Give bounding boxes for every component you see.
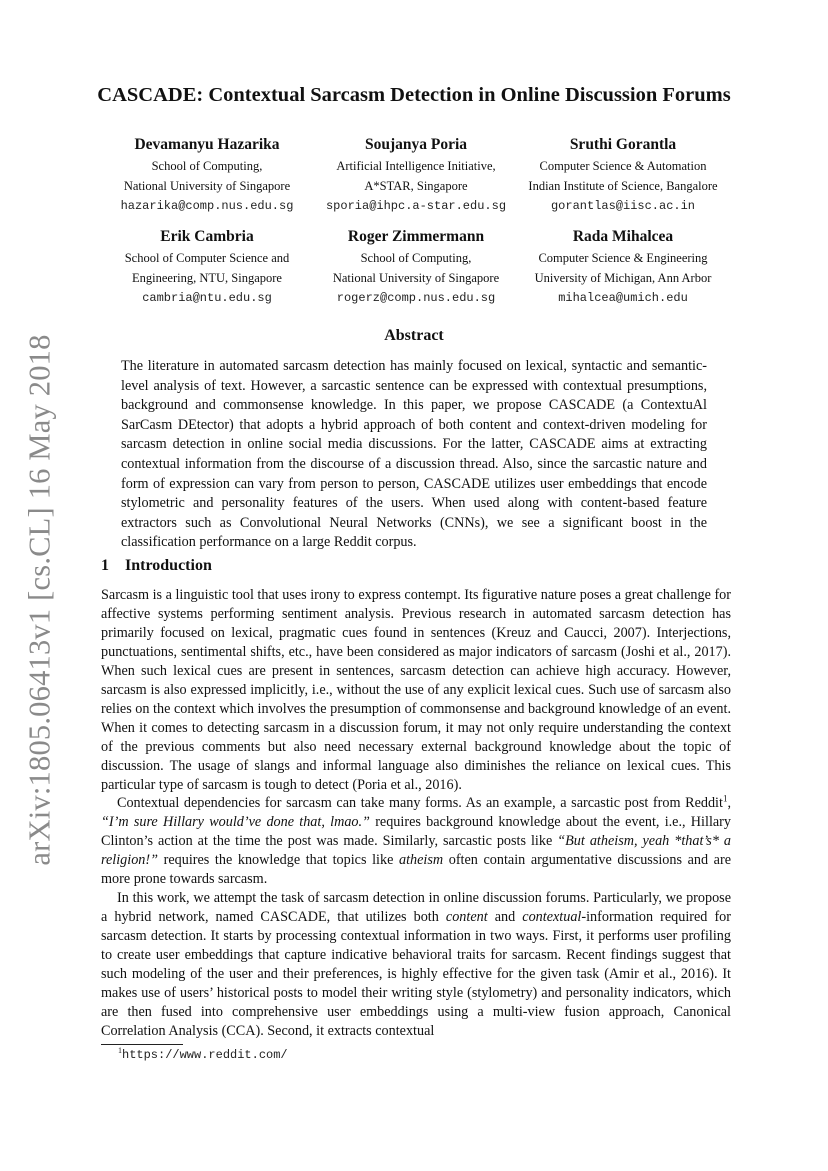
author-block [92, 134, 322, 216]
example-quote: “I’m sure Hillary would’ve done that, lmao.” [101, 814, 370, 831]
author-name: Devamanyu Hazarika [134, 136, 280, 153]
author-email: sporia@ihpc.a-star.edu.sg [325, 199, 507, 213]
author-block [92, 226, 322, 308]
author-affiliation: University of Michigan, Ann Arbor [534, 271, 712, 285]
footnote-number: 1 [118, 1046, 122, 1055]
abstract-text: The literature in automated sarcasm detection has mainly focused on lexical, syntactic and semantic-level analysis of text. However, a sarcastic sentence can be expressed with contextual presumptions, background and commonsense knowledge. In this paper, we propose CASCADE (a ContextuAl SarCasm DEtector) that adopts a hybrid approach of both content and context-driven modeling for sarcasm detection in online social media discussions. For the latter, CASCADE aims at extracting contextual information from the discourse of a discussion thread. Also, since the sarcastic nature and form of expression can vary from person to person, CASCADE utilizes user embeddings that encode stylometric and personality features of the users. When used along with content-based feature extractors such as Convolutional Neural Networks (CNNs), we see a significant boost in the classification performance on a large Reddit corpus. [121, 358, 707, 551]
author-affiliation: Indian Institute of Science, Bangalore [528, 179, 718, 193]
author-block [301, 226, 531, 308]
arxiv-identifier: arXiv:1805.06413v1 [cs.CL] 16 May 2018 [22, 334, 57, 866]
author-block [301, 134, 531, 216]
author-email: hazarika@comp.nus.edu.sg [120, 199, 294, 213]
author-name: Roger Zimmermann [347, 228, 485, 245]
example-quote: “But atheism, yeah *that’s* a religion!” [101, 833, 731, 869]
footnote-link[interactable]: https://www.reddit.com/ [122, 1048, 288, 1062]
section-number: 1 [101, 557, 109, 574]
author-block [508, 134, 738, 216]
author-affiliation: School of Computing, [360, 251, 472, 265]
footnote [118, 1048, 288, 1062]
author-email: gorantlas@iisc.ac.in [550, 199, 696, 213]
author-affiliation: Computer Science & Automation [539, 159, 707, 173]
introduction-body [101, 586, 731, 1041]
author-email: rogerz@comp.nus.edu.sg [336, 291, 496, 305]
author-affiliation: A*STAR, Singapore [364, 179, 468, 193]
author-affiliation: Engineering, NTU, Singapore [132, 271, 282, 285]
footnote-rule [101, 1044, 183, 1045]
paragraph: In this work, we attempt the task of sarcasm detection in online discussion forums. Particularly, we propose a hybrid network, named CASCADE, that utilizes both content and contextual-information required for sarcasm detection. It starts by processing contextual information in two ways. First, it performs user profiling to create user embeddings that capture indicative behavioral traits for sarcasm. Recent findings suggest that such modeling of the user and their preferences, is highly effective for the given task (Amir et al., 2016). It makes use of users’ historical posts to model their writing style (stylometry) and personality indicators, which are then fused into comprehensive user embeddings using a multi-view fusion approach, Canonical Correlation Analysis (CCA). Second, it extracts contextual [101, 890, 732, 1039]
author-affiliation: Artificial Intelligence Initiative, [336, 159, 496, 173]
paragraph: Sarcasm is a linguistic tool that uses irony to express contempt. Its figurative nature poses a great challenge for affective systems performing sentiment analysis. Previous research in automated sarcasm detection has primarily focused on lexical, pragmatic cues found in sentences (Kreuz and Caucci, 2007). Interjections, punctuations, sentimental shifts, etc., have been considered as major indicators of sarcasm (Joshi et al., 2017). When such lexical cues are present in sentences, sarcasm detection can achieve high accuracy. However, sarcasm is also expressed implicitly, i.e., without the use of any explicit lexical cues. Such use of sarcasm also relies on the context which involves the presumption of commonsense and background knowledge of an event. When it comes to detecting sarcasm in a discussion forum, it may not only require understanding the context of the previous comments but also need necessary external background knowledge about the topic of discussion. The usage of slangs and informal language also diminishes the reliance on lexical cues. This particular type of sarcasm is tough to detect (Poria et al., 2016). [101, 587, 731, 793]
author-affiliation: School of Computing, [151, 159, 263, 173]
author-name: Sruthi Gorantla [569, 136, 677, 153]
author-name: Rada Mihalcea [572, 228, 674, 245]
author-affiliation: School of Computer Science and [124, 251, 290, 265]
paragraph: Contextual dependencies for sarcasm can take many forms. As an example, a sarcastic post from Reddit$^1$, “I’m sure Hillary would’ve done that, lmao.” requires background knowledge about the event, i.e., Hillary Clinton’s action at the time the post was made. Similarly, sarcastic posts like “But atheism, yeah *that’s* a religion!” requires the knowledge that topics like atheism often contain argumentative discussions and are more prone towards sarcasm. [101, 793, 732, 888]
footnote-marker[interactable]: 1 [722, 793, 728, 804]
author-email: mihalcea@umich.edu [558, 291, 688, 305]
author-email: cambria@ntu.edu.sg [142, 291, 272, 305]
arxiv-sidebar-stamp [20, 334, 60, 866]
author-block [508, 226, 738, 308]
author-affiliation: National University of Singapore [123, 179, 291, 193]
section-heading [101, 557, 212, 575]
author-name: Erik Cambria [160, 228, 254, 245]
abstract-heading: Abstract [384, 327, 444, 344]
section-title: Introduction [125, 557, 212, 574]
author-affiliation: Computer Science & Engineering [538, 251, 708, 265]
author-affiliation: National University of Singapore [332, 271, 500, 285]
author-name: Soujanya Poria [364, 136, 468, 153]
paper-title: CASCADE: Contextual Sarcasm Detection in Online Discussion Forums [97, 84, 731, 106]
